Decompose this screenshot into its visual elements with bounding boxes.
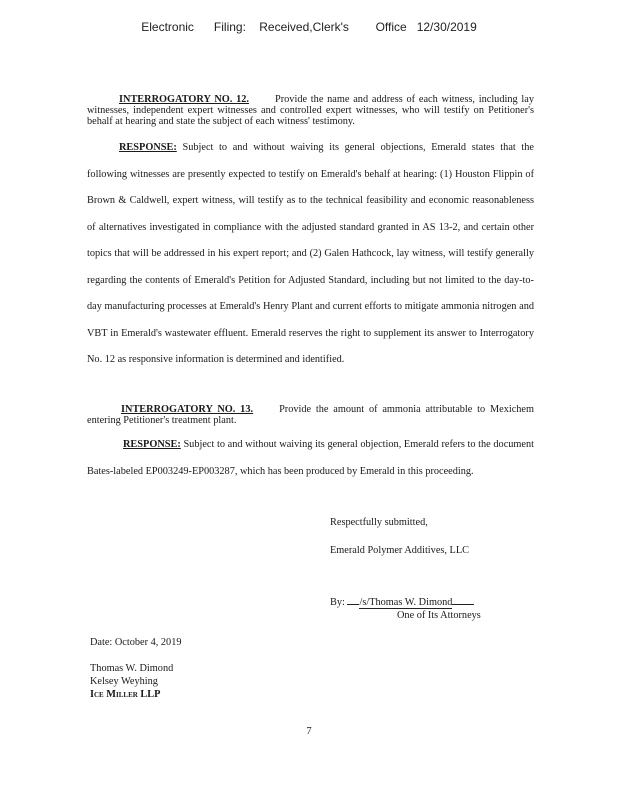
response-12 — [87, 135, 534, 374]
response-12-label: RESPONSE: — [119, 142, 177, 153]
response-13-text: Subject to and without waiving its general objection, Emerald refers to the document Bates-labeled EP003249-EP003287, which has been produced by Emerald in this proceeding. — [87, 439, 535, 477]
attorney-name: Kelsey Weyhing — [90, 676, 158, 687]
closing: Respectfully submitted, — [330, 517, 428, 528]
page-number: 7 — [306, 726, 312, 737]
filing-stamp: Electronic Filing: Received,Clerk's Office 12/30/2019 — [141, 20, 477, 34]
response-12-text: Subject to and without waiving its general objections, Emerald states that the following witnesses are presently expected to testify on Emerald's behalf at hearing: (1) Houston Flippin of Brown & Caldwell, expert witness, will testify as to the technical feasibility and economic reasonableness of alternatives investigated in compliance with the adjusted standard granted in AS 13-2, and certain other topics that will be addressed in his expert report; and (2) Galen Hathcock, lay witness, will testify generally regarding the contents of Emerald's Petition for Adjusted Standard, including but not limited to the day-to-day manufacturing processes at Emerald's Henry Plant and current efforts to mitigate ammonia nitrogen and VBT in Emerald's wastewater effluent. Emerald reserves the right to supplement its answer to Interrogatory No. 12 as responsive information is determined and identified. — [87, 142, 535, 365]
date-line: Date: October 4, 2019 — [90, 637, 182, 648]
interrogatory-13-label: INTERROGATORY NO. 13. — [121, 404, 254, 415]
response-13 — [87, 432, 534, 485]
attorney-name: Thomas W. Dimond — [90, 663, 174, 674]
company-name: Emerald Polymer Additives, LLC — [330, 545, 469, 556]
interrogatory-13-text: Provide the amount of ammonia attributable to Mexichem entering Petitioner's treatment plant. — [87, 404, 534, 426]
interrogatory-12 — [87, 94, 534, 127]
interrogatory-13 — [87, 404, 534, 426]
response-13-label: RESPONSE: — [123, 439, 181, 450]
signer-name: /s/Thomas W. Dimond — [359, 597, 453, 608]
by-label: By: — [330, 597, 345, 608]
firm-name: Ice Miller LLP — [90, 689, 161, 700]
signer-role: One of Its Attorneys — [397, 610, 481, 621]
interrogatory-12-text: Provide the name and address of each witness, including lay witnesses, independent expert witnesses and controlled expert witnesses, who will testify on Petitioner's behalf at hearing and state the subject of each witness' testimony. — [87, 94, 534, 127]
interrogatory-12-label: INTERROGATORY NO. 12. — [119, 94, 249, 105]
signature-line — [330, 597, 474, 608]
